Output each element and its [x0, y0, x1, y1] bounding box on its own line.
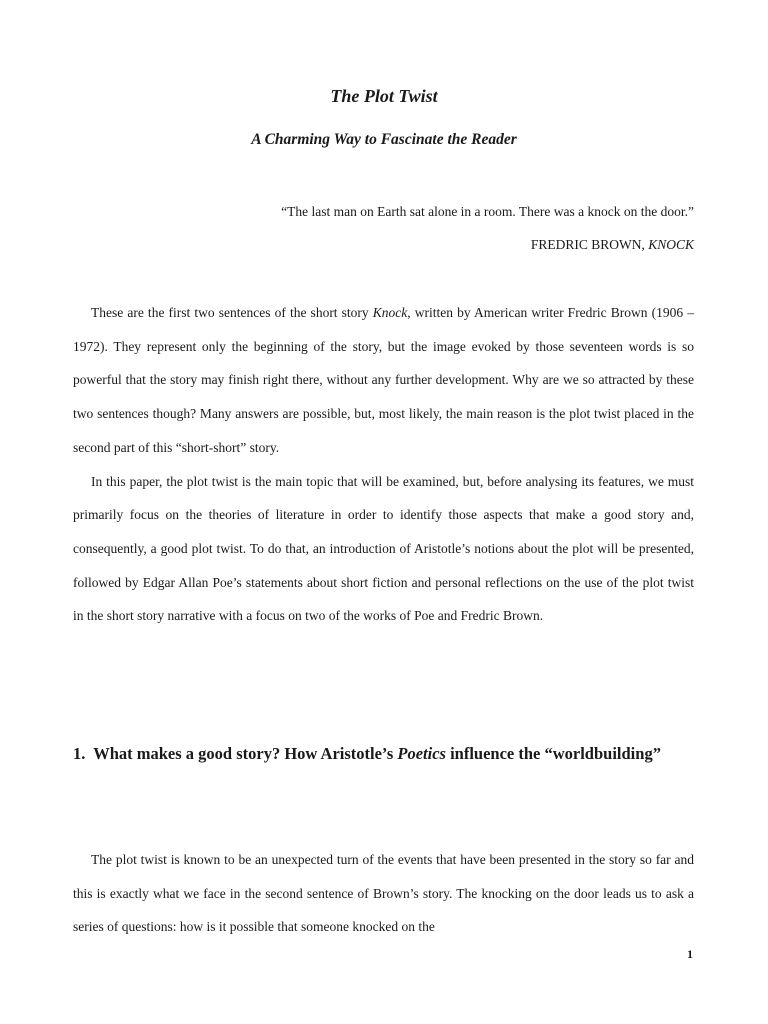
epigraph-source: [531, 237, 694, 253]
paragraph-1-text-a: These are the first two sentences of the short story: [91, 305, 373, 320]
paragraph-1-italic: Knock: [372, 305, 408, 320]
paragraph-1-text-b: , written by American writer Fredric Brown (1906 – 1972). They represent only the beginning of the story, but the image evoked by those seventeen words is so powerful that the story may finish right there, without any further development. Why are we so attracted by these two sentences though? Many answers are possible, but, most likely, the main reason is the plot twist placed in the second part of this “short-short” story.: [73, 305, 694, 455]
intro-text: [73, 296, 694, 633]
section-number: 1.: [73, 744, 86, 763]
document-title: The Plot Twist: [330, 86, 438, 106]
paragraph-1: [73, 296, 694, 465]
document-subtitle: A Charming Way to Fascinate the Reader: [251, 131, 517, 148]
paragraph-3: The plot twist is known to be an unexpected turn of the events that have been presented in the story so far and this is exactly what we face in the second sentence of Brown’s story. The knocking on the door leads us to ask a series of questions: how is it possible that someone knocked on the: [73, 852, 694, 935]
section-heading-text-b: influence the “worldbuilding”: [445, 744, 661, 763]
epigraph-work-title: KNOCK: [648, 237, 694, 252]
epigraph-author: FREDRIC BROWN,: [530, 237, 649, 252]
section-heading: [73, 735, 694, 773]
section-heading-italic: Poetics: [397, 744, 446, 763]
epigraph-quote: “The last man on Earth sat alone in a room. There was a knock on the door.”: [281, 204, 694, 219]
section-heading-text-a: What makes a good story? How Aristotle’s: [93, 744, 398, 763]
section-body: [73, 843, 694, 944]
paragraph-2: In this paper, the plot twist is the main topic that will be examined, but, before analysing its features, we must primarily focus on the theories of literature in order to identify those aspects that make a good story and, consequently, a good plot twist. To do that, an introduction of Aristotle’s notions about the plot will be presented, followed by Edgar Allan Poe’s statements about short fiction and personal reflections on the use of the plot twist in the short story narrative with a focus on two of the works of Poe and Fredric Brown.: [73, 473, 694, 624]
page-number: 1: [687, 947, 693, 961]
